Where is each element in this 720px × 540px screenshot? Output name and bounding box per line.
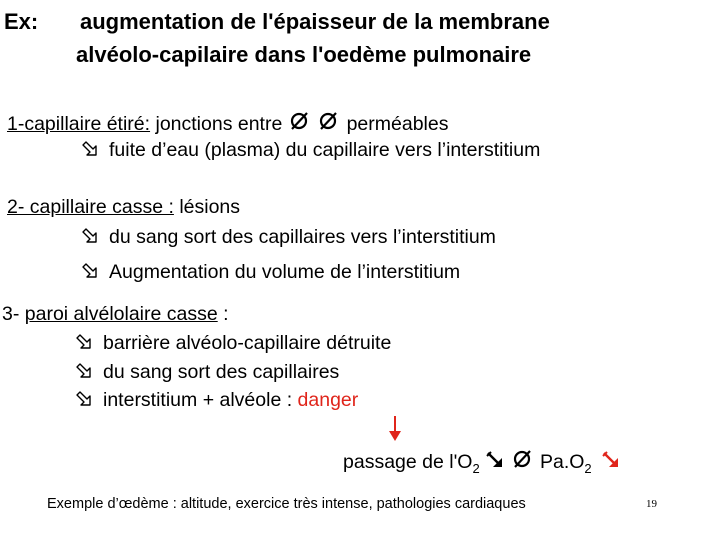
- section-1-text-after: perméables: [341, 113, 449, 135]
- hollow-arrow-icon: [76, 362, 95, 381]
- consequence-line: [343, 448, 621, 476]
- down-arrow-icon: [387, 416, 403, 447]
- section-1-line: [7, 110, 448, 138]
- title-prefix: Ex:: [4, 9, 39, 34]
- page-title-line-2: alvéolo-capilaire dans l'oedème pulmonaire: [76, 42, 532, 67]
- pao2-label: Pa.O: [539, 451, 585, 473]
- slide-number: 19: [646, 498, 657, 510]
- section-2-text: lésions: [173, 196, 241, 218]
- pao2-subscript: 2: [584, 461, 592, 476]
- section-3-point-2: du sang sort des capillaires: [103, 361, 340, 383]
- diagonal-down-arrow-icon: [485, 450, 505, 476]
- footer-note: Exemple d’œdème : altitude, exercice très intense, pathologies cardiaques: [47, 496, 526, 512]
- hollow-arrow-icon: [76, 333, 95, 352]
- consequence-text: passage de l'O: [343, 451, 473, 473]
- list-item: [82, 139, 540, 162]
- hollow-arrow-icon: [82, 140, 101, 159]
- section-1-point-1: fuite d’eau (plasma) du capillaire vers l’interstitium: [109, 139, 541, 161]
- section-1-text: jonctions entre: [150, 113, 283, 135]
- hollow-arrow-icon: [82, 227, 101, 246]
- hollow-arrow-icon: [76, 390, 95, 409]
- empty-set-icon: [511, 448, 535, 476]
- section-3-prefix: 3-: [2, 303, 20, 325]
- list-item: [76, 332, 391, 355]
- empty-set-icon: [288, 110, 312, 138]
- o2-subscript: 2: [472, 461, 480, 476]
- section-2-point-1: du sang sort des capillaires vers l’interstitium: [109, 226, 496, 248]
- section-3-point-3: interstitium + alvéole :: [103, 389, 298, 411]
- section-1-heading: 1-capillaire étiré:: [7, 113, 151, 135]
- list-item: [82, 261, 460, 284]
- section-2-point-2: Augmentation du volume de l’interstitium: [109, 261, 461, 283]
- list-item: [76, 389, 358, 412]
- list-item: [76, 361, 339, 384]
- section-3-heading: paroi alvélolaire casse: [24, 303, 218, 325]
- empty-set-icon: [317, 110, 341, 138]
- section-3-suffix: :: [217, 303, 229, 325]
- diagonal-down-arrow-icon: [601, 450, 621, 476]
- section-2-heading: 2- capillaire casse :: [7, 196, 174, 218]
- hollow-arrow-icon: [82, 262, 101, 281]
- section-2-line: [7, 196, 240, 219]
- section-3-line: [2, 303, 229, 326]
- danger-label: danger: [297, 389, 359, 411]
- section-3-point-1: barrière alvéolo-capillaire détruite: [103, 332, 392, 354]
- list-item: [82, 226, 496, 249]
- page-title-line-1: augmentation de l'épaisseur de la membrane: [80, 9, 550, 34]
